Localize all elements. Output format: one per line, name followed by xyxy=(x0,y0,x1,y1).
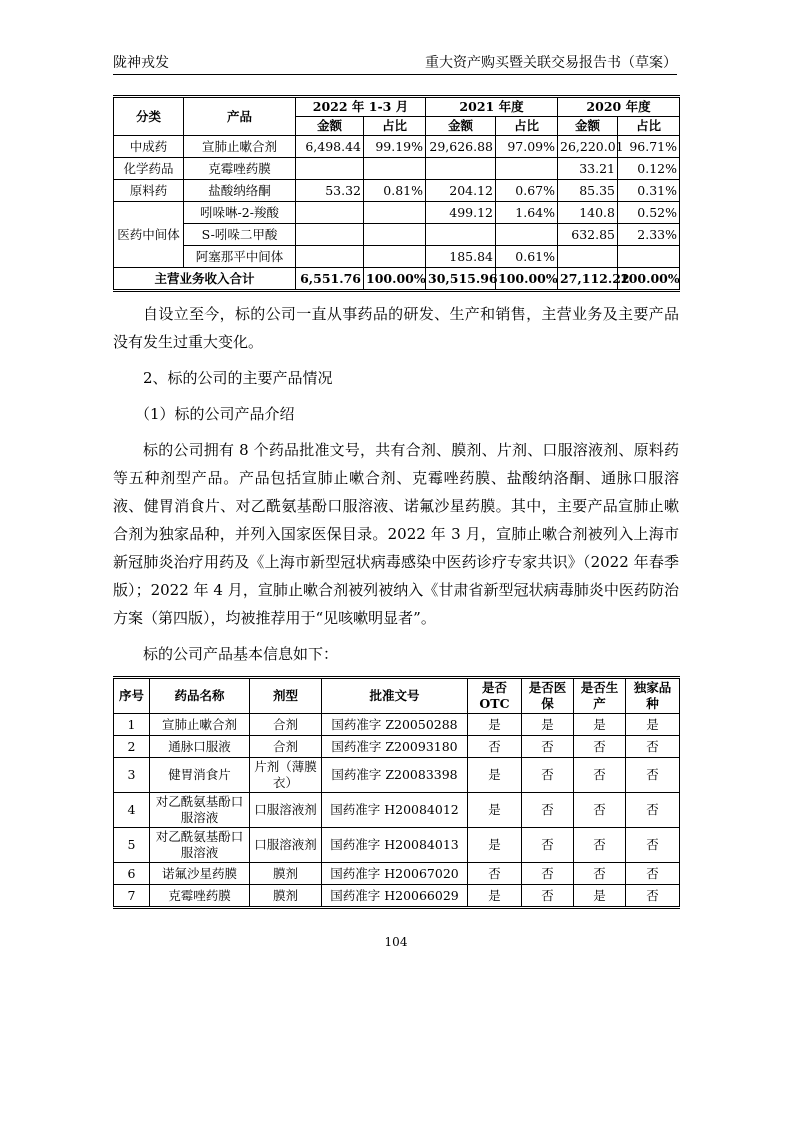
cell-value: 0.67% xyxy=(496,180,558,202)
cell-value xyxy=(618,246,680,268)
column-header: 剂型 xyxy=(250,678,322,714)
paragraph: 标的公司拥有 8 个药品批准文号，共有合剂、膜剂、片剂、口服溶液剂、原料药等五种剂型产品。产品包括宣肺止嗽合剂、克霉唑药膜、盐酸纳洛酮、通脉口服溶液、健胃消食片、对乙酰氨基酚口服溶液、诺氟沙星药膜。其中，主要产品宣肺止嗽合剂为独家品种，并列入国家医保目录。2022 年 3 月，宣肺止嗽合剂被列入上海市新冠肺炎治疗用药及《上海市新型冠状病毒感染中医药诊疗专家共识》（2022 年春季版）；2022 年 4 月，宣肺止嗽合剂被列被纳入《甘肃省新型冠状病毒肺炎中医药防治方案（第四版），均被推荐用于“见咳嗽明显者”。 xyxy=(113,441,679,627)
cell-value: 499.12 xyxy=(426,202,496,224)
page-body xyxy=(113,95,679,969)
cell-value: 1.64% xyxy=(496,202,558,224)
cell-value xyxy=(426,224,496,246)
table-cell: 是 xyxy=(574,714,626,736)
table-cell: 否 xyxy=(574,828,626,863)
page-number: 104 xyxy=(384,935,408,949)
total-row xyxy=(114,268,680,291)
table-cell: 口服溶液剂 xyxy=(250,828,322,863)
column-header: 独家品种 xyxy=(626,678,680,714)
table-cell: 国药准字 Z20083398 xyxy=(322,758,468,793)
cell-product: 吲哚啉-2-羧酸 xyxy=(184,202,296,224)
table-cell: 膜剂 xyxy=(250,885,322,908)
table-cell: 是 xyxy=(468,828,522,863)
cell-value: 99.19% xyxy=(364,136,426,158)
cell-value: 204.12 xyxy=(426,180,496,202)
table-cell: 3 xyxy=(114,758,150,793)
cell-value: 0.61% xyxy=(496,246,558,268)
table-cell: 合剂 xyxy=(250,736,322,758)
column-header: 是否医保 xyxy=(522,678,574,714)
total-value: 6,551.76 xyxy=(296,268,364,291)
cell-product: 克霉唑药膜 xyxy=(184,158,296,180)
cell-value xyxy=(296,202,364,224)
cell-category: 中成药 xyxy=(114,136,184,158)
table-cell: 否 xyxy=(522,793,574,828)
table-cell: 国药准字 H20067020 xyxy=(322,863,468,885)
table-cell: 否 xyxy=(626,758,680,793)
header-divider xyxy=(113,74,677,75)
cell-value xyxy=(364,246,426,268)
table-cell: 否 xyxy=(574,793,626,828)
table-cell: 5 xyxy=(114,828,150,863)
total-value: 30,515.96 xyxy=(426,268,496,291)
table-row xyxy=(114,158,680,180)
table-cell: 通脉口服液 xyxy=(150,736,250,758)
cell-value xyxy=(364,224,426,246)
cell-value xyxy=(296,158,364,180)
column-header: 批准文号 xyxy=(322,678,468,714)
table-cell: 否 xyxy=(626,828,680,863)
table-cell: 膜剂 xyxy=(250,863,322,885)
table-cell: 国药准字 H20084013 xyxy=(322,828,468,863)
col-period: 2021 年度 xyxy=(426,97,558,117)
cell-value: 85.35 xyxy=(558,180,618,202)
cell-value: 97.09% xyxy=(496,136,558,158)
paragraph: 标的公司产品基本信息如下： xyxy=(143,645,339,663)
cell-product: 宣肺止嗽合剂 xyxy=(184,136,296,158)
table-cell: 是 xyxy=(468,885,522,908)
table-cell: 否 xyxy=(468,736,522,758)
column-header: 是否OTC xyxy=(468,678,522,714)
table-row xyxy=(114,885,680,908)
cell-value: 0.12% xyxy=(618,158,680,180)
table-cell: 是 xyxy=(574,885,626,908)
revenue-table xyxy=(113,95,680,292)
paragraph: 自设立至今，标的公司一直从事药品的研发、生产和销售，主营业务及主要产品没有发生过重大变化。 xyxy=(113,305,679,351)
cell-value: 632.85 xyxy=(558,224,618,246)
table-row xyxy=(114,136,680,158)
subsection-heading: （1）标的公司产品介绍 xyxy=(135,405,295,423)
table-row xyxy=(114,863,680,885)
table-cell: 否 xyxy=(522,885,574,908)
table-cell: 对乙酰氨基酚口服溶液 xyxy=(150,793,250,828)
table-cell: 否 xyxy=(574,863,626,885)
table-row xyxy=(114,793,680,828)
cell-value xyxy=(496,158,558,180)
table-cell: 否 xyxy=(522,736,574,758)
table-row xyxy=(114,758,680,793)
col-amount: 金额 xyxy=(558,117,618,136)
cell-value xyxy=(426,158,496,180)
cell-product: 盐酸纳络酮 xyxy=(184,180,296,202)
column-header: 序号 xyxy=(114,678,150,714)
col-ratio: 占比 xyxy=(496,117,558,136)
table-cell: 克霉唑药膜 xyxy=(150,885,250,908)
cell-value: 96.71% xyxy=(618,136,680,158)
total-value: 27,112.22 xyxy=(558,268,618,291)
table-cell: 是 xyxy=(468,758,522,793)
table-cell: 否 xyxy=(522,758,574,793)
table-row xyxy=(114,828,680,863)
cell-value: 2.33% xyxy=(618,224,680,246)
cell-value: 0.52% xyxy=(618,202,680,224)
column-header: 是否生产 xyxy=(574,678,626,714)
table-cell: 合剂 xyxy=(250,714,322,736)
cell-value: 0.81% xyxy=(364,180,426,202)
cell-value: 29,626.88 xyxy=(426,136,496,158)
table-cell: 是 xyxy=(468,793,522,828)
cell-value: 140.8 xyxy=(558,202,618,224)
table-cell: 1 xyxy=(114,714,150,736)
cell-value: 6,498.44 xyxy=(296,136,364,158)
table-cell: 宣肺止嗽合剂 xyxy=(150,714,250,736)
cell-value: 185.84 xyxy=(426,246,496,268)
col-category: 分类 xyxy=(114,97,184,136)
col-ratio: 占比 xyxy=(364,117,426,136)
cell-category: 化学药品 xyxy=(114,158,184,180)
col-period: 2022 年 1-3 月 xyxy=(296,97,426,117)
table-cell: 6 xyxy=(114,863,150,885)
cell-value xyxy=(364,202,426,224)
cell-category: 原料药 xyxy=(114,180,184,202)
table-cell: 否 xyxy=(574,758,626,793)
cell-value: 33.21 xyxy=(558,158,618,180)
table-cell: 国药准字 H20084012 xyxy=(322,793,468,828)
section-heading: 2、标的公司的主要产品情况 xyxy=(143,369,333,387)
table-cell: 国药准字 Z20093180 xyxy=(322,736,468,758)
total-value: 100.00% xyxy=(496,268,558,291)
col-period: 2020 年度 xyxy=(558,97,680,117)
cell-value xyxy=(364,158,426,180)
table-row xyxy=(114,202,680,224)
table-cell: 诺氟沙星药膜 xyxy=(150,863,250,885)
cell-value xyxy=(558,246,618,268)
cell-value: 26,220.01 xyxy=(558,136,618,158)
table-cell: 2 xyxy=(114,736,150,758)
table-cell: 否 xyxy=(626,736,680,758)
table-row xyxy=(114,246,680,268)
table-cell: 口服溶液剂 xyxy=(250,793,322,828)
cell-value xyxy=(296,246,364,268)
table-cell: 是 xyxy=(626,714,680,736)
cell-value xyxy=(296,224,364,246)
product-info-table xyxy=(113,676,680,909)
table-cell: 是 xyxy=(468,714,522,736)
table-row xyxy=(114,180,680,202)
table-cell: 否 xyxy=(626,793,680,828)
table-cell: 否 xyxy=(522,863,574,885)
table-cell: 国药准字 H20066029 xyxy=(322,885,468,908)
header-company: 陇神戎发 xyxy=(113,55,169,71)
table-cell: 健胃消食片 xyxy=(150,758,250,793)
cell-value: 53.32 xyxy=(296,180,364,202)
column-header: 药品名称 xyxy=(150,678,250,714)
col-amount: 金额 xyxy=(426,117,496,136)
table-cell: 片剂（薄膜衣） xyxy=(250,758,322,793)
col-ratio: 占比 xyxy=(618,117,680,136)
header-title: 重大资产购买暨关联交易报告书（草案） xyxy=(425,55,677,71)
table-cell: 7 xyxy=(114,885,150,908)
table-cell: 否 xyxy=(468,863,522,885)
table-cell: 否 xyxy=(522,828,574,863)
total-value: 100.00% xyxy=(364,268,426,291)
col-amount: 金额 xyxy=(296,117,364,136)
cell-value: 0.31% xyxy=(618,180,680,202)
table-cell: 4 xyxy=(114,793,150,828)
table-cell: 对乙酰氨基酚口服溶液 xyxy=(150,828,250,863)
col-product: 产品 xyxy=(184,97,296,136)
cell-category: 医药中间体 xyxy=(114,202,184,268)
table-cell: 否 xyxy=(574,736,626,758)
total-value: 100.00% xyxy=(618,268,680,291)
table-cell: 国药准字 Z20050288 xyxy=(322,714,468,736)
cell-product: 阿塞那平中间体 xyxy=(184,246,296,268)
table-row xyxy=(114,736,680,758)
table-cell: 否 xyxy=(626,863,680,885)
total-label: 主营业务收入合计 xyxy=(114,268,296,291)
table-cell: 是 xyxy=(522,714,574,736)
table-row xyxy=(114,224,680,246)
cell-product: S-吲哚二甲酸 xyxy=(184,224,296,246)
table-row xyxy=(114,714,680,736)
table-cell: 否 xyxy=(626,885,680,908)
cell-value xyxy=(496,224,558,246)
